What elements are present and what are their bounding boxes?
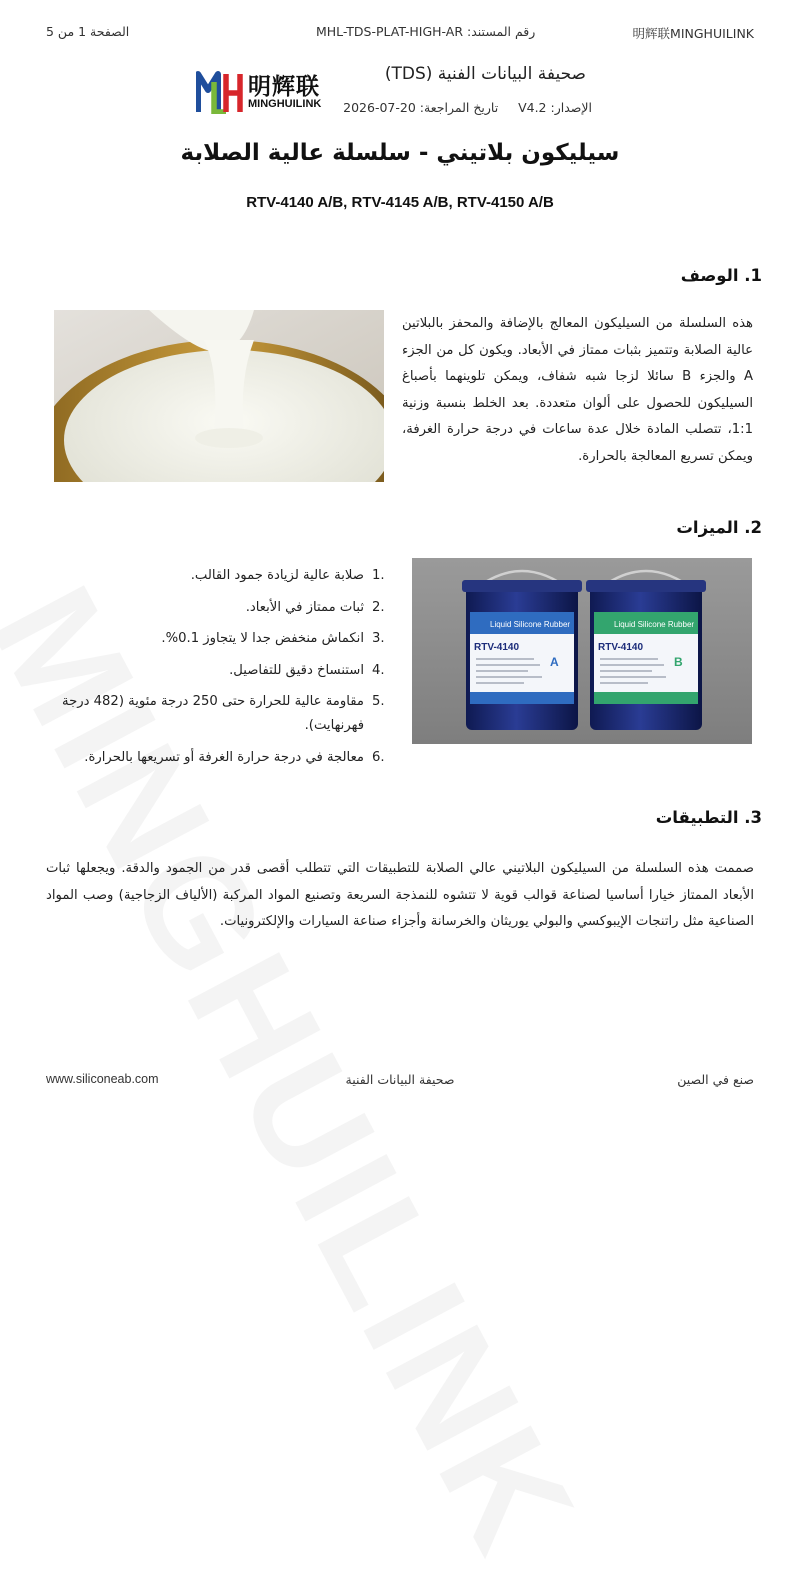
bucket-left-part: A [550,655,559,669]
feature-item [46,627,402,651]
revision-date: 2026-07-20 [343,100,416,115]
document-number [316,24,535,39]
feature-text: استنساخ دقيق للتفاصيل. [229,662,364,678]
bucket-right-part: B [674,655,683,669]
bucket-left-brand: Liquid Silicone Rubber [490,620,571,629]
feature-text: مقاومة عالية للحرارة حتى 250 درجة مئوية (482 درجة فهرنهايت). [62,694,364,733]
logo-english-text: MINGHUILINK [248,98,322,110]
company-name: 明辉联MINGHUILINK [632,26,754,41]
feature-item [46,564,402,588]
product-pour-photo [54,310,384,482]
logo-chinese-text: 明辉联 [248,74,320,100]
features-list [46,564,402,770]
feature-number: 5. [372,694,385,709]
applications-text: صممت هذه السلسلة من السيليكون البلاتيني عالي الصلابة للتطبيقات التي تتطلب أقصى قدر من الجمود والدقة. ويجعلها ثبات الأبعاد الممتاز خيارا أساسيا لصناعة قوالب قوية لا تتشوه للنمذجة السريعة وتصنيع المواد المركبة (الألياف الزجاجية) وصب المواد الصناعية مثل راتنجات الإيبوكسي والبولي يوريثان والخرسانة وأجزاء صناعة السيارات والإلكترونيات. [46,861,754,929]
product-buckets-photo [412,558,752,744]
feature-number: 1. [372,568,385,583]
footer-center-label: صحيفة البيانات الفنية [345,1072,455,1087]
logo-mark-icon [196,68,244,114]
bucket-right-model: RTV-4140 [598,642,644,653]
feature-item [46,746,402,770]
feature-item [46,596,402,620]
features-list-container [46,564,402,777]
version-info [343,100,592,115]
document-number-label: رقم المستند: [467,24,536,39]
feature-item [46,659,402,683]
document-number-value: MHL-TDS-PLAT-HIGH-AR [316,24,464,39]
company-logo [196,66,336,116]
section-heading-features: 2. الميزات [676,518,762,537]
bucket-left-model: RTV-4140 [474,642,520,653]
feature-text: معالجة في درجة حرارة الغرفة أو تسريعها بالحرارة. [84,749,364,765]
bucket-right-brand: Liquid Silicone Rubber [614,620,695,629]
feature-text: انكماش منخفض جدا لا يتجاوز 0.1%. [161,631,364,646]
footer-website: www.siliconeab.com [46,1072,159,1086]
feature-number: 2. [372,599,385,615]
version-label: الإصدار: [550,100,592,115]
revision-label: تاريخ المراجعة: [419,100,499,115]
page-title: سيليكون بلاتيني - سلسلة عالية الصلابة [180,140,620,166]
feature-item [46,690,402,738]
page-number: الصفحة 1 من 5 [46,24,130,39]
feature-text: صلابة عالية لزيادة جمود القالب. [190,568,364,583]
footer-origin: صنع في الصين [677,1072,754,1087]
section-heading-description: 1. الوصف [680,266,762,285]
description-text: هذه السلسلة من السيليكون المعالج بالإضافة والمحفز بالبلاتين عالية الصلابة وتتميز بثبات ممتاز في الأبعاد. ويكون كل من الجزء A والجزء B سائلا لزجا شبه شفاف، ويمكن تلوينهما بأصباغ السيليكون للحصول على ألوان متعددة. بعد الخلط بنسبة وزنية 1:1، تتصلب المادة خلال عدة ساعات في درجة حرارة الغرفة، ويمكن تسريع المعالجة بالحرارة. [402,316,753,464]
tds-title: صحيفة البيانات الفنية (TDS) [384,64,586,84]
feature-text: ثبات ممتاز في الأبعاد. [245,599,364,615]
version-value: V4.2 [518,100,547,115]
feature-number: 6. [372,749,385,765]
feature-number: 4. [372,662,385,678]
section-heading-applications: 3. التطبيقات [655,808,762,827]
product-models: RTV-4140 A/B, RTV-4145 A/B, RTV-4150 A/B [246,194,554,211]
feature-number: 3. [372,631,385,646]
